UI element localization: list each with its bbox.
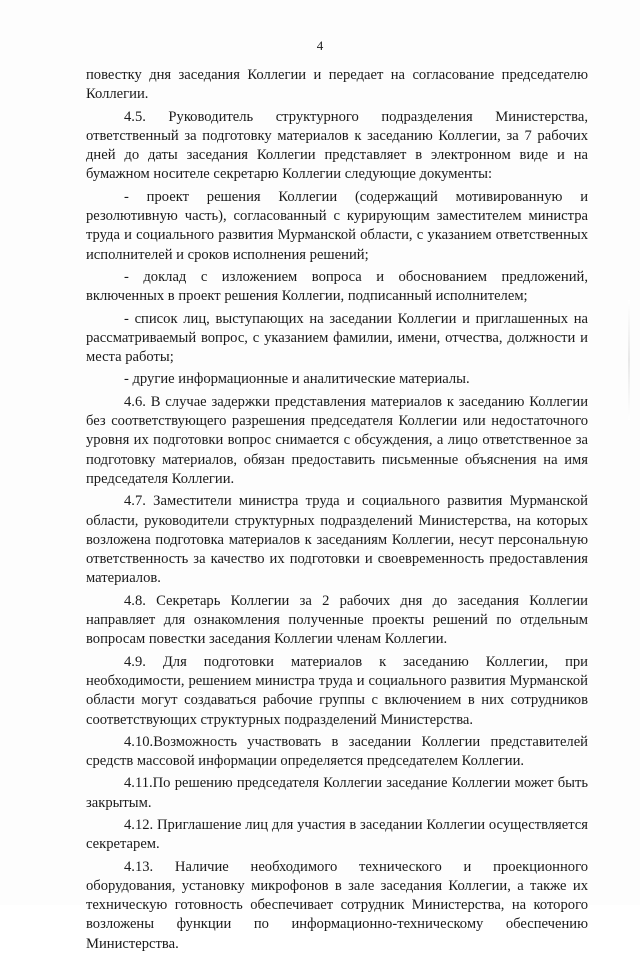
paragraph-continuation: повестку дня заседания Коллегии и передает на согласование председателю Коллегии. [86, 67, 588, 103]
paragraph-4-11: 4.11.По решению председателя Коллегии заседание Коллегии может быть закрытым. [86, 775, 588, 811]
paragraph-4-13: 4.13. Наличие необходимого технического и проекционного оборудования, установку микрофонов в зале заседания Коллегии, а также их техническую готовность обеспечивает сотрудник Министерства, на которого возложены функции по информационно-техническому обеспечению Министерства. [86, 858, 588, 952]
list-item-other-materials: - другие информационные и аналитические материалы. [124, 371, 470, 388]
list-item-speakers: - список лиц, выступающих на заседании Коллегии и приглашенных на рассматриваемый вопрос, с указанием фамилии, имени, отчества, должности и места работы; [86, 310, 588, 366]
scan-artifact [628, 300, 630, 420]
paragraph-4-12: 4.12. Приглашение лиц для участия в заседании Коллегии осуществляется секретарем. [86, 816, 588, 853]
document-body [86, 66, 588, 954]
paragraph-4-6: 4.6. В случае задержки представления материалов к заседанию Коллегии без соответствующего разрешения председателя Коллегии или недостаточного уровня их подготовки вопрос снимается с обсуждения, а лицо ответственное за подготовку материалов, обязан предоставить письменные объяснения на имя председателя Коллегии. [86, 393, 588, 487]
paragraph-4-5: 4.5. Руководитель структурного подразделения Министерства, ответственный за подготовку материалов к заседанию Коллегии, за 7 рабочих дней до даты заседания Коллегии представляет в электронном виде и на бумажном носителе секретарю Коллегии следующие документы: [86, 108, 588, 183]
paragraph-4-10: 4.10.Возможность участвовать в заседании Коллегии представителей средств массовой информации определяется председателем Коллегии. [86, 733, 588, 770]
paragraph-4-7: 4.7. Заместители министра труда и социального развития Мурманской области, руководители структурных подразделений Министерства, на которых возложена подготовка материалов к заседаниям Коллегии, несут персональную ответственность за качество их подготовки и своевременность предоставления материалов. [86, 493, 588, 587]
paragraph-4-9: 4.9. Для подготовки материалов к заседанию Коллегии, при необходимости, решением министра труда и социального развития Мурманской области могут создаваться рабочие группы с включением в них сотрудников соответствующих структурных подразделений Министерства. [86, 653, 588, 728]
list-item-report: - доклад с изложением вопроса и обоснованием предложений, включенных в проект решения Коллегии, подписанный исполнителем; [86, 268, 588, 305]
paragraph-4-8: 4.8. Секретарь Коллегии за 2 рабочих дня до заседания Коллегии направляет для ознакомления полученные проекты решений по отдельным вопросам повестки заседания Коллегии членам Коллегии. [86, 592, 588, 648]
list-item-draft-decision: - проект решения Коллегии (содержащий мотивированную и резолютивную часть), согласованный с курирующим заместителем министра труда и социального развития Мурманской области, с указанием ответственных исполнителей и сроков исполнения решений; [86, 188, 588, 263]
page-number: 4 [316, 38, 324, 53]
